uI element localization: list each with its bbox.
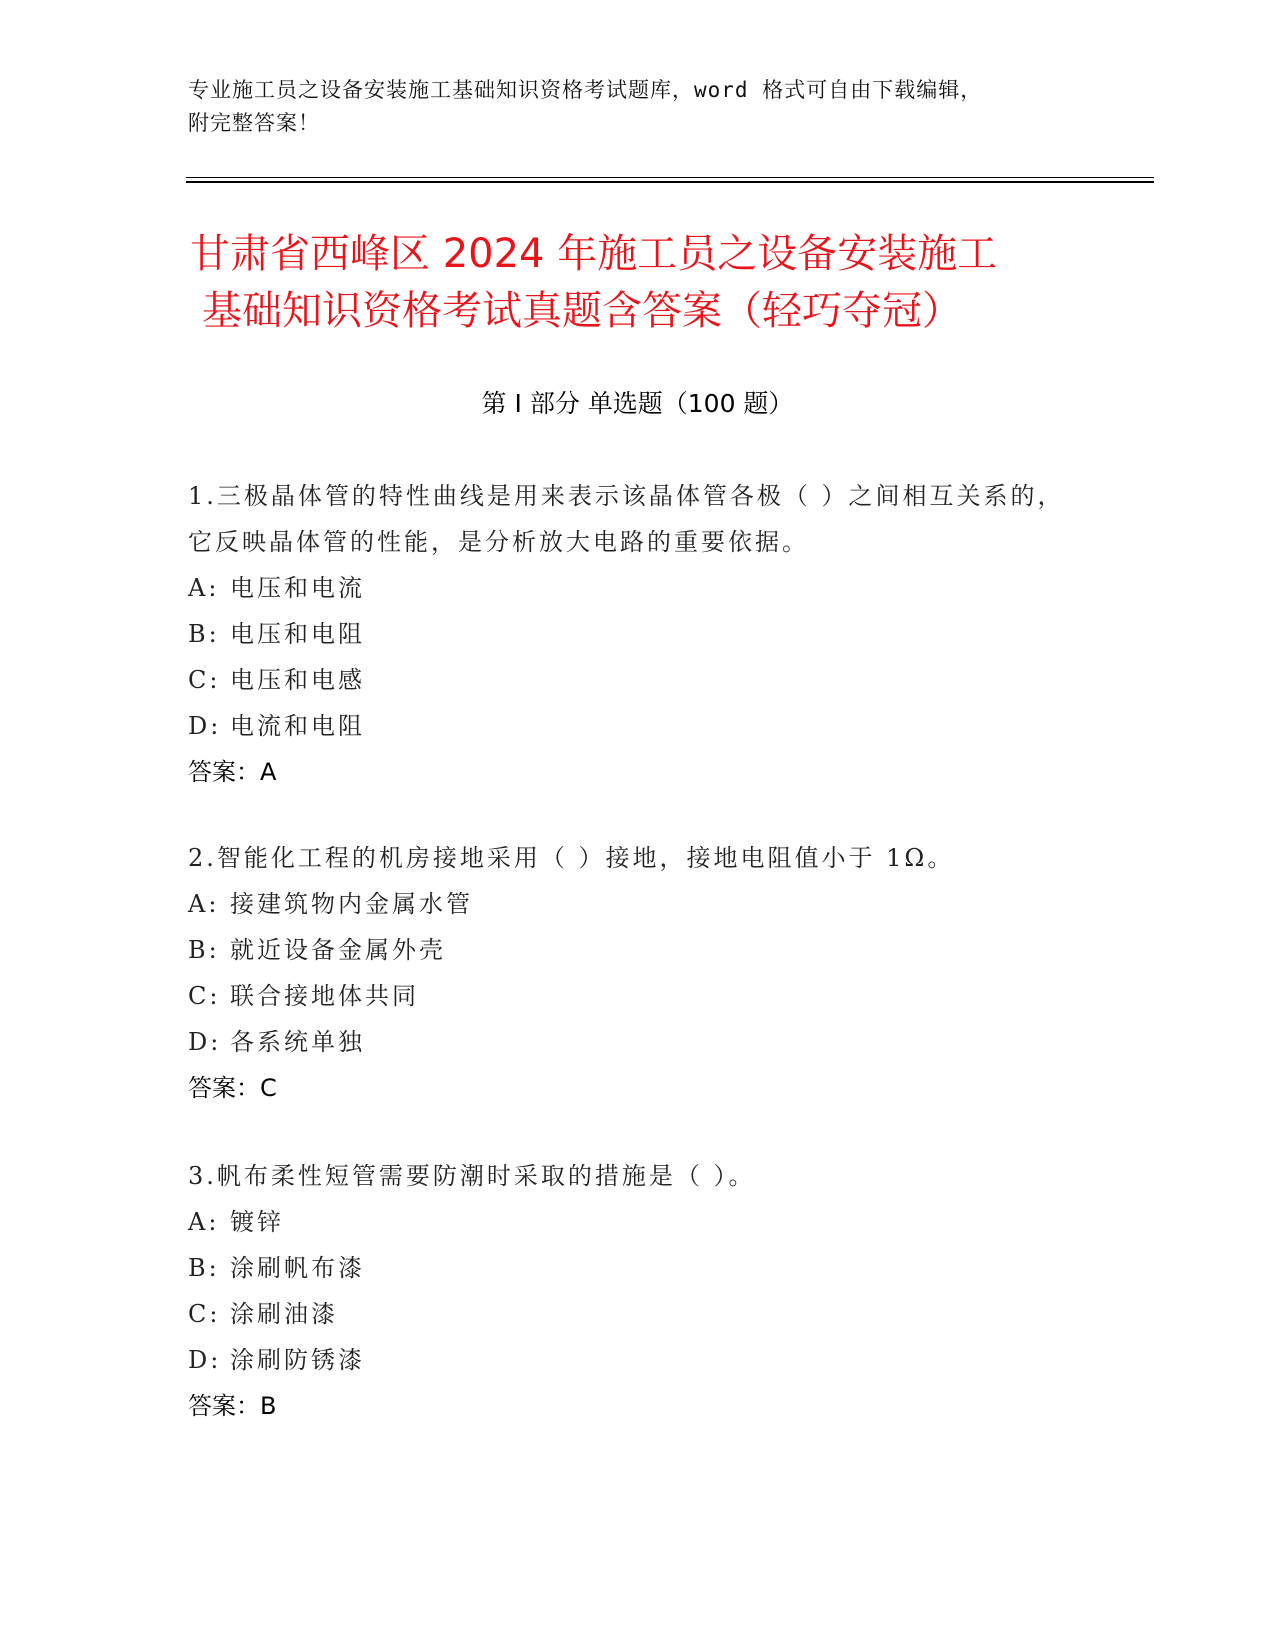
question-3 bbox=[188, 1153, 1088, 1429]
header-rule-thin bbox=[186, 177, 1154, 178]
option-b bbox=[188, 927, 1088, 973]
answer: 答案：C bbox=[188, 1074, 277, 1102]
option-text: 涂刷油漆 bbox=[230, 1300, 338, 1328]
option-letter: A: bbox=[188, 1208, 220, 1236]
question-stem: 2.智能化工程的机房接地采用（ ）接地，接地电阻值小于 1Ω。 bbox=[188, 844, 955, 872]
answer: 答案：B bbox=[188, 1392, 277, 1420]
question-1 bbox=[188, 473, 1088, 795]
answer: 答案：A bbox=[188, 758, 277, 786]
document-title bbox=[190, 226, 1110, 340]
option-text: 各系统单独 bbox=[230, 1028, 365, 1056]
option-c bbox=[188, 1291, 1088, 1337]
question-stem: 3.帆布柔性短管需要防潮时采取的措施是（ ）。 bbox=[188, 1162, 756, 1190]
option-text: 电压和电流 bbox=[230, 574, 365, 602]
document-title-line1: 甘肃省西峰区 2024 年施工员之设备安装施工 bbox=[190, 231, 998, 277]
option-letter: A: bbox=[188, 574, 220, 602]
option-b bbox=[188, 1245, 1088, 1291]
option-letter: C: bbox=[188, 1300, 221, 1328]
header-note bbox=[188, 74, 1088, 140]
option-text: 接建筑物内金属水管 bbox=[230, 890, 473, 918]
option-text: 联合接地体共同 bbox=[230, 982, 419, 1010]
option-c bbox=[188, 657, 1088, 703]
option-b bbox=[188, 611, 1088, 657]
option-a bbox=[188, 881, 1088, 927]
option-text: 电流和电阻 bbox=[230, 712, 365, 740]
option-text: 涂刷防锈漆 bbox=[230, 1346, 365, 1374]
header-note-line2: 附完整答案！ bbox=[188, 111, 320, 135]
question-2 bbox=[188, 835, 1088, 1111]
option-letter: C: bbox=[188, 666, 221, 694]
option-letter: C: bbox=[188, 982, 221, 1010]
option-c bbox=[188, 973, 1088, 1019]
question-stem: 1.三极晶体管的特性曲线是用来表示该晶体管各极（ ）之间相互关系的，它反映晶体管的性能，是分析放大电路的重要依据。 bbox=[188, 482, 1065, 556]
option-text: 涂刷帆布漆 bbox=[230, 1254, 365, 1282]
header-note-line1: 专业施工员之设备安装施工基础知识资格考试题库，word 格式可自由下载编辑， bbox=[188, 78, 983, 102]
option-a bbox=[188, 565, 1088, 611]
option-letter: B: bbox=[188, 1254, 220, 1282]
option-letter: D: bbox=[188, 1346, 222, 1374]
option-a bbox=[188, 1199, 1088, 1245]
document-title-line2: 基础知识资格考试真题含答案（轻巧夺冠） bbox=[202, 288, 962, 334]
option-d bbox=[188, 1337, 1088, 1383]
option-letter: D: bbox=[188, 712, 222, 740]
option-d bbox=[188, 703, 1088, 749]
option-letter: B: bbox=[188, 936, 220, 964]
option-letter: B: bbox=[188, 620, 220, 648]
option-text: 电压和电感 bbox=[230, 666, 365, 694]
option-d bbox=[188, 1019, 1088, 1065]
option-text: 镀锌 bbox=[230, 1208, 284, 1236]
section-heading: 第 I 部分 单选题（100 题） bbox=[481, 389, 794, 418]
option-letter: A: bbox=[188, 890, 220, 918]
option-letter: D: bbox=[188, 1028, 222, 1056]
option-text: 电压和电阻 bbox=[230, 620, 365, 648]
option-text: 就近设备金属外壳 bbox=[230, 936, 446, 964]
header-rule-thick bbox=[186, 181, 1154, 183]
